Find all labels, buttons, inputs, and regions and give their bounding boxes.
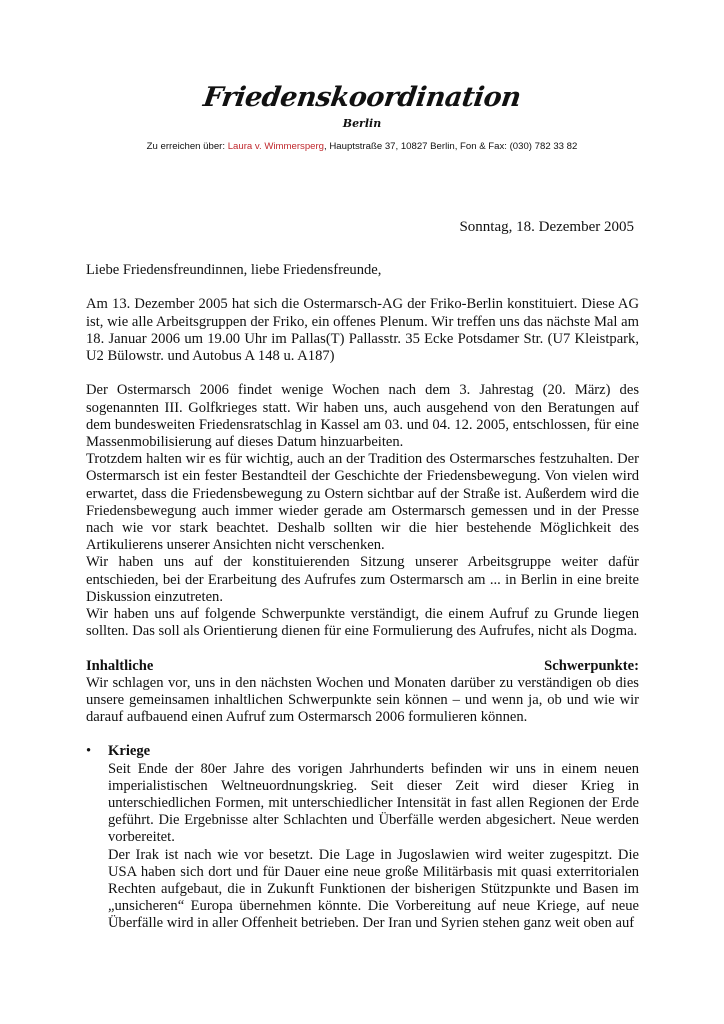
salutation: Liebe Friedensfreundinnen, liebe Friedensfreunde, — [86, 262, 382, 278]
contact-line — [0, 141, 724, 152]
bullet-item-kriege — [86, 743, 639, 932]
paragraph: Wir haben uns auf folgende Schwerpunkte verständigt, die einem Aufruf zu Grunde liegen sollten. Das soll als Orientierung dienen für eine Formulierung des Aufrufes, nicht als Dogma. — [86, 606, 639, 640]
paragraph: Der Ostermarsch 2006 findet wenige Wochen nach dem 3. Jahrestag (20. März) des sogenannten III. Golfkrieges statt. Wir haben uns, auch ausgehend von den Beratungen auf dem bundesweiten Friedensratschlag in Kassel am 03. und 04. 12. 2005, entschlossen, für eine Massenmobilisierung auf dieses Datum hinzuarbeiten. — [86, 382, 639, 450]
section-heading — [86, 658, 639, 675]
logo-title: Friedenskoordination — [201, 82, 523, 113]
bullet-icon: • — [86, 743, 92, 760]
bullet-paragraph: Der Irak ist nach wie vor besetzt. Die Lage in Jugoslawien wird weiter zugespitzt. Die USA haben sich dort und für Dauer eine neue große Militärbasis mit quasi exterritorialen Rechten aufgebaut, die in Zukunft Funktionen der bisherigen Stützpunkte und Basen im „unsicheren“ Europa übernehmen könnte. Die Vorbereitung auf neue Kriege, auf neue Überfälle wird in aller Offenheit betrieben. Der Iran und Syrien stehen ganz weit oben auf — [108, 846, 639, 932]
letter-date: Sonntag, 18. Dezember 2005 — [459, 219, 634, 235]
paragraph: Am 13. Dezember 2005 hat sich die Ostermarsch-AG der Friko-Berlin konstituiert. Diese AG ist, wie alle Arbeitsgruppen der Friko, ein offenes Plenum. Wir treffen uns das nächste Mal am 18. Januar 2006 um 19.00 Uhr im Pallas(T) Pallasstr. 35 Ecke Potsdamer Str. (U7 Kleistpark, U2 Bülowstr. und Autobus A 148 u. A187) — [86, 296, 639, 364]
bullet-title: Kriege — [108, 743, 151, 760]
contact-address: , Hauptstraße 37, 10827 Berlin, Fon & Fax: (030) 782 33 82 — [324, 141, 578, 152]
contact-prefix: Zu erreichen über: — [146, 141, 228, 152]
bullet-paragraph: Seit Ende der 80er Jahre des vorigen Jahrhunderts befinden wir uns in einem neuen imperialistischen Weltneuordnungskrieg. Seit dieser Zeit wird dieser Krieg in unterschiedlichen Formen, mit unterschiedlicher Intensität in fast allen Regionen der Erde geführt. Die Ergebnisse alter Schlachten und Überfälle werden abgesichert. Neue werden vorbereitet. — [108, 760, 639, 846]
paragraph: Wir haben uns auf der konstituierenden Sitzung unserer Arbeitsgruppe weiter dafür entschieden, bei der Erarbeitung des Aufrufes zum Ostermarsch am ... in Berlin in eine breite Diskussion einzutreten. — [86, 554, 639, 605]
section-intro: Wir schlagen vor, uns in den nächsten Wochen und Monaten darüber zu verständigen ob dies unsere gemeinsamen inhaltlichen Schwerpunkte sein können – und wenn ja, ob und wie wir darauf aufbauend einen Aufruf zum Ostermarsch 2006 formulieren können. — [86, 674, 639, 726]
paragraph: Trotzdem halten wir es für wichtig, auch an der Tradition des Ostermarsches festzuhalten. Der Ostermarsch ist ein fester Bestandteil der Geschichte der Friedensbewegung. Von vielen wird erwartet, dass die Friedensbewegung zu Ostern sichtbar auf der Straße ist. Außerdem wird die Friedensbewegung auch immer wieder gerade am Ostermarsch gemessen und in der Presse nach wie vor stark beachtet. Deshalb sollten wir die hier bestehende Möglichkeit des Artikulierens unserer Ansichten nicht verschenken. — [86, 451, 639, 554]
logo-subtitle: Berlin — [342, 117, 382, 130]
section-heading-right: Schwerpunkte: — [544, 657, 639, 674]
section-heading-left: Inhaltliche — [86, 657, 154, 674]
contact-name: Laura v. Wimmersperg — [227, 141, 325, 152]
letter-body — [86, 262, 639, 933]
